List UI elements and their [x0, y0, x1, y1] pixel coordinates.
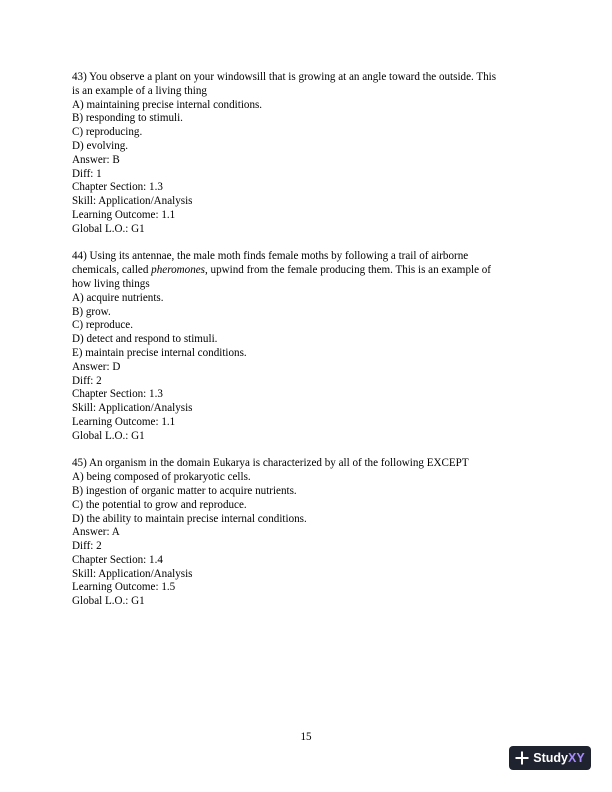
stem-text: chemicals, called — [72, 264, 152, 277]
question-stem-line: is an example of a living thing — [72, 84, 207, 97]
skill: Skill: Application/Analysis — [72, 402, 193, 415]
skill: Skill: Application/Analysis — [72, 567, 193, 580]
stem-text: , upwind from the female producing them. This is an example of — [205, 264, 492, 277]
studyxy-watermark-badge[interactable] — [509, 746, 591, 770]
question-stem-line: 44) Using its antennae, the male moth finds female moths by following a trail of airborne — [72, 250, 469, 263]
question-stem-line: how living things — [72, 277, 150, 290]
italic-term: pheromones — [151, 264, 205, 277]
answer-option: A) being composed of prokaryotic cells. — [72, 471, 251, 484]
question-stem-line: 43) You observe a plant on your windowsill that is growing at an angle toward the outside. This — [72, 71, 497, 83]
plus-icon — [515, 751, 529, 765]
difficulty: Diff: 2 — [72, 540, 102, 553]
answer-option: B) responding to stimuli. — [72, 112, 183, 125]
answer-key: Answer: A — [72, 526, 120, 539]
learning-outcome: Learning Outcome: 1.1 — [72, 415, 176, 428]
answer-option: D) the ability to maintain precise internal conditions. — [72, 512, 307, 525]
global-lo: Global L.O.: G1 — [72, 222, 145, 235]
skill: Skill: Application/Analysis — [72, 195, 193, 208]
answer-option: A) maintaining precise internal conditions. — [72, 98, 263, 111]
answer-option: B) ingestion of organic matter to acquire nutrients. — [72, 484, 297, 497]
global-lo: Global L.O.: G1 — [72, 595, 145, 608]
document-body — [72, 71, 542, 623]
answer-option: E) maintain precise internal conditions. — [72, 346, 247, 359]
chapter-section: Chapter Section: 1.3 — [72, 388, 163, 401]
answer-key: Answer: B — [72, 153, 120, 166]
answer-option: C) reproduce. — [72, 319, 133, 332]
chapter-section: Chapter Section: 1.3 — [72, 181, 163, 194]
difficulty: Diff: 1 — [72, 167, 102, 180]
brand-name — [533, 751, 584, 765]
learning-outcome: Learning Outcome: 1.1 — [72, 208, 176, 221]
question-45 — [72, 457, 542, 609]
answer-option: A) acquire nutrients. — [72, 291, 164, 304]
answer-option: C) reproducing. — [72, 126, 143, 139]
question-43 — [72, 71, 542, 237]
brand-part-xy: XY — [568, 751, 585, 765]
global-lo: Global L.O.: G1 — [72, 429, 145, 442]
difficulty: Diff: 2 — [72, 374, 102, 387]
question-44 — [72, 250, 542, 443]
brand-part-study: Study — [533, 751, 569, 765]
answer-option: C) the potential to grow and reproduce. — [72, 498, 247, 511]
question-stem-line — [72, 264, 542, 278]
answer-option: B) grow. — [72, 305, 111, 318]
page-number: 15 — [300, 731, 312, 743]
learning-outcome: Learning Outcome: 1.5 — [72, 581, 176, 594]
chapter-section: Chapter Section: 1.4 — [72, 553, 163, 566]
answer-key: Answer: D — [72, 360, 121, 373]
question-stem-line: 45) An organism in the domain Eukarya is characterized by all of the following EXCEPT — [72, 457, 469, 470]
answer-option: D) evolving. — [72, 139, 129, 152]
answer-option: D) detect and respond to stimuli. — [72, 333, 218, 346]
